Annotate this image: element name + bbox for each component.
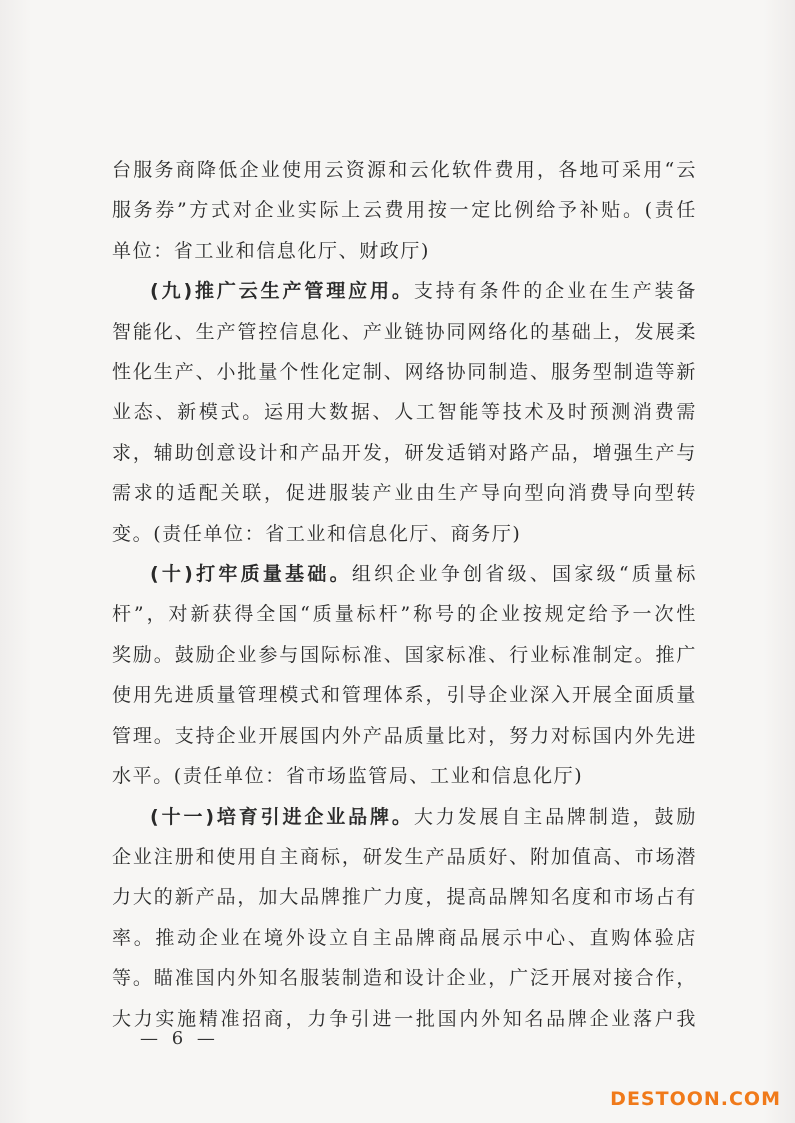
text-line: 企业注册和使用自主商标，研发生产品质好、附加值高、市场潜: [112, 845, 697, 868]
text-line: 等。瞄准国内外知名服装制造和设计企业，广泛开展对接合作，: [112, 967, 697, 990]
text-line: 杆”，对新获得全国“质量标杆”称号的企业按规定给予一次性: [112, 603, 697, 626]
paragraph-10-first-line: [112, 554, 697, 594]
text-line: 性化生产、小批量个性化定制、网络协同制造、服务型制造等新: [112, 361, 697, 384]
watermark-logo: DESTOON.COM: [610, 1088, 781, 1110]
text-line: 水平。(责任单位：省市场监管局、工业和信息化厅): [112, 765, 584, 788]
text-line: 业态、新模式。运用大数据、人工智能等技术及时预测消费需: [112, 401, 697, 424]
text-line: 变。(责任单位：省工业和信息化厅、商务厅): [112, 522, 522, 545]
paragraph-11-first-line: [112, 797, 697, 837]
text-line: 大力实施精准招商，力争引进一批国内外知名品牌企业落户我: [112, 1007, 697, 1030]
text-fragment: 支持有条件的企业在生产装备: [413, 280, 697, 303]
text-line: 使用先进质量管理模式和管理体系，引导企业深入开展全面质量: [112, 684, 697, 707]
text-line: 管理。支持企业开展国内外产品质量比对，努力对标国内外先进: [112, 724, 697, 747]
text-line: 智能化、生产管控信息化、产业链协同网络化的基础上，发展柔: [112, 320, 697, 343]
page-number: — 6 —: [140, 1028, 219, 1049]
text-fragment: 大力发展自主品牌制造，鼓励: [413, 805, 697, 828]
item-heading-9: (九)推广云生产管理应用。: [150, 280, 414, 303]
text-line: 单位：省工业和信息化厅、财政厅): [112, 239, 431, 262]
text-line: 率。推动企业在境外设立自主品牌商品展示中心、直购体验店: [112, 926, 697, 949]
paragraph-9-first-line: [112, 271, 697, 311]
text-line: 需求的适配关联，促进服装产业由生产导向型向消费导向型转: [112, 482, 697, 505]
body-text: [112, 150, 697, 1039]
text-line: 求，辅助创意设计和产品开发，研发适销对路产品，增强生产与: [112, 441, 697, 464]
text-fragment: 组织企业争创省级、国家级“质量标: [351, 563, 697, 586]
text-line: 台服务商降低企业使用云资源和云化软件费用，各地可采用“云: [112, 159, 697, 181]
text-line: 力大的新产品，加大品牌推广力度，提高品牌知名度和市场占有: [112, 886, 697, 909]
item-heading-11: (十一)培育引进企业品牌。: [150, 805, 414, 828]
item-heading-10: (十)打牢质量基础。: [150, 563, 352, 586]
text-line: 奖励。鼓励企业参与国际标准、国家标准、行业标准制定。推广: [112, 643, 697, 666]
text-line: 服务券”方式对企业实际上云费用按一定比例给予补贴。(责任: [112, 199, 697, 222]
